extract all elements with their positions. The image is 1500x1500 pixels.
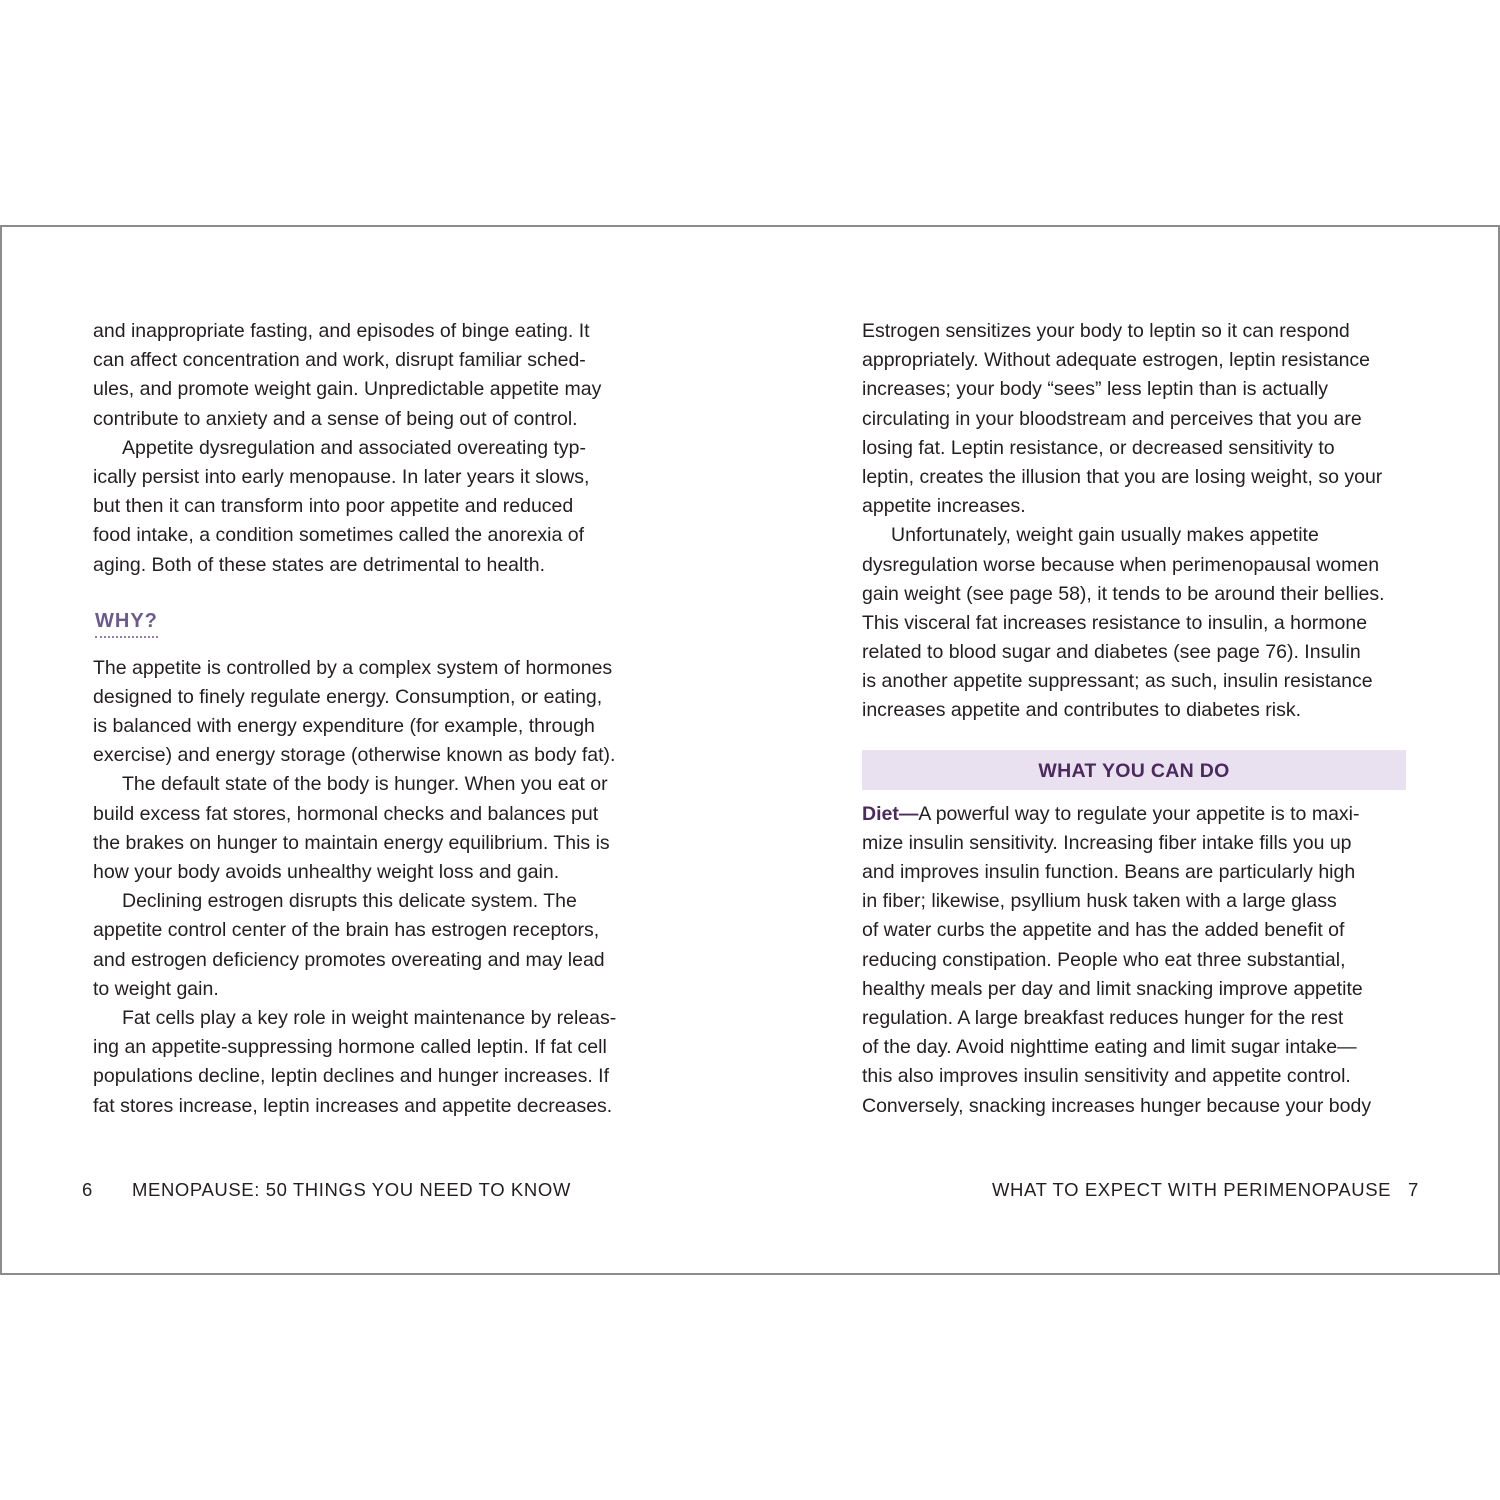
text-line: appetite increases. <box>862 495 1026 518</box>
text-line: increases; your body “sees” less leptin than is actually <box>862 378 1329 401</box>
diet-paragraph <box>862 829 1408 1121</box>
text-line: Appetite dysregulation and associated overeating typ- <box>122 436 586 459</box>
text-line: circulating in your bloodstream and perceives that you are <box>862 407 1362 430</box>
text-line: how your body avoids unhealthy weight loss and gain. <box>93 861 560 883</box>
text-line: is balanced with energy expenditure (for example, through <box>93 715 595 738</box>
left-page-number: 6 <box>82 1179 93 1200</box>
text-line: Fat cells play a key role in weight maintenance by releas- <box>122 1006 617 1029</box>
text-line: regulation. A large breakfast reduces hunger for the rest <box>862 1006 1344 1029</box>
text-line: This visceral fat increases resistance to insulin, a hormone <box>862 611 1368 634</box>
text-line: of the day. Avoid nighttime eating and limit sugar intake— <box>862 1036 1357 1059</box>
text-line: and inappropriate fasting, and episodes of binge eating. It <box>93 320 590 342</box>
text-line: and estrogen deficiency promotes overeating and may lead <box>93 948 605 971</box>
text-line: reducing constipation. People who eat three substantial, <box>862 948 1346 971</box>
book-spread <box>0 225 1500 1275</box>
left-page-body <box>93 317 623 1121</box>
text-line: this also improves insulin sensitivity and appetite control. <box>862 1065 1351 1088</box>
text-line: fat stores increase, leptin increases and appetite decreases. <box>93 1094 613 1117</box>
right-page-number: 7 <box>1408 1179 1419 1200</box>
diet-run-in: Diet— <box>862 802 919 825</box>
text-line: The appetite is controlled by a complex system of hormones <box>93 656 613 679</box>
text-line: appetite control center of the brain has estrogen receptors, <box>93 919 600 942</box>
right-page-body <box>862 317 1408 1121</box>
text-line: Unfortunately, weight gain usually makes appetite <box>891 524 1319 547</box>
text-line: is another appetite suppressant; as such, insulin resistance <box>862 670 1373 693</box>
text-line: of water curbs the appetite and has the added benefit of <box>862 919 1345 942</box>
text-line: and improves insulin function. Beans are particularly high <box>862 861 1356 883</box>
text-line: ically persist into early menopause. In later years it slows, <box>93 465 590 488</box>
text-line: aging. Both of these states are detrimental to health. <box>93 553 546 576</box>
text-line: build excess fat stores, hormonal checks and balances put <box>93 802 599 825</box>
text-line: related to blood sugar and diabetes (see page 76). Insulin <box>862 641 1361 664</box>
what-you-can-do-banner: WHAT YOU CAN DO <box>862 750 1406 790</box>
text-line: can affect concentration and work, disrupt familiar sched- <box>93 349 586 372</box>
text-line: The default state of the body is hunger. When you eat or <box>122 773 608 796</box>
text-line: contribute to anxiety and a sense of being out of control. <box>93 407 578 430</box>
text-line: losing fat. Leptin resistance, or decreased sensitivity to <box>862 436 1335 459</box>
text-line: increases appetite and contributes to diabetes risk. <box>862 699 1302 722</box>
text-line: leptin, creates the illusion that you are losing weight, so your <box>862 465 1383 488</box>
text-line: the brakes on hunger to maintain energy equilibrium. This is <box>93 831 610 854</box>
left-block-1 <box>93 317 623 580</box>
text-line: but then it can transform into poor appetite and reduced <box>93 495 574 518</box>
text-line: to weight gain. <box>93 977 219 1000</box>
text-line: ing an appetite-suppressing hormone called leptin. If fat cell <box>93 1036 607 1059</box>
text-line: Conversely, snacking increases hunger because your body <box>862 1094 1372 1117</box>
text-line: mize insulin sensitivity. Increasing fiber intake fills you up <box>862 831 1352 854</box>
left-running-head: MENOPAUSE: 50 THINGS YOU NEED TO KNOW <box>132 1179 571 1200</box>
text-line: in fiber; likewise, psyllium husk taken with a large glass <box>862 890 1337 913</box>
text-line: Estrogen sensitizes your body to leptin so it can respond <box>862 320 1350 342</box>
text-line: Declining estrogen disrupts this delicate system. The <box>122 890 577 913</box>
text-line: healthy meals per day and limit snacking improve appetite <box>862 977 1363 1000</box>
text-line: gain weight (see page 58), it tends to be around their bellies. <box>862 582 1385 605</box>
diet-first-line-text: A powerful way to regulate your appetite is to maxi- <box>918 802 1360 825</box>
text-line: food intake, a condition sometimes called the anorexia of <box>93 524 585 547</box>
text-line: exercise) and energy storage (otherwise known as body fat). <box>93 744 616 767</box>
right-running-head: WHAT TO EXPECT WITH PERIMENOPAUSE <box>992 1179 1392 1200</box>
text-line: populations decline, leptin declines and hunger increases. If <box>93 1065 610 1088</box>
text-line: dysregulation worse because when perimenopausal women <box>862 553 1380 576</box>
text-line: appropriately. Without adequate estrogen, leptin resistance <box>862 349 1371 372</box>
diet-first-line <box>862 800 1408 829</box>
left-block-2 <box>93 654 623 1121</box>
why-heading: WHY? <box>95 608 158 638</box>
text-line: ules, and promote weight gain. Unpredictable appetite may <box>93 378 602 401</box>
text-line: designed to finely regulate energy. Consumption, or eating, <box>93 685 603 708</box>
right-block-1 <box>862 317 1408 726</box>
